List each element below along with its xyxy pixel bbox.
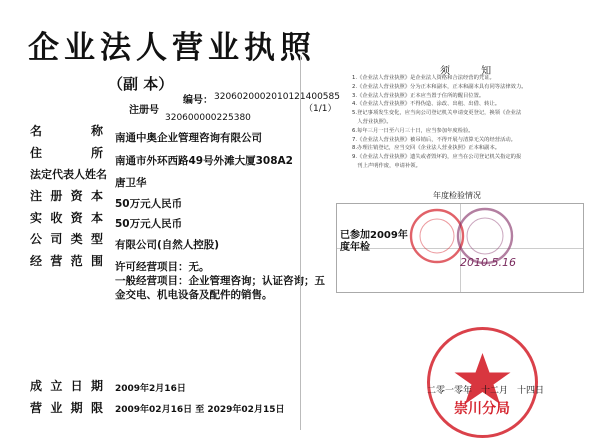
notice-line: 1.《企业法人营业执照》是企业法人资格和合法经营的凭证。 (352, 75, 495, 81)
notice-line: 7.《企业法人营业执照》被吊销后，不得开展与清算无关的经营活动。 (352, 136, 516, 143)
code-label: 编号： (183, 95, 213, 106)
notice-title: 须 知 (440, 66, 506, 77)
document-subtitle: （副 本） (108, 75, 174, 93)
scope-line: 金交电、机电设备及配件的销售。 (115, 289, 273, 301)
notice-line: 3.《企业法人营业执照》正本应当置于住所的醒目位置。 (352, 92, 485, 99)
value-paid-capital: 50万元人民币 (115, 218, 183, 230)
label-establish-date: 成立日期 (30, 379, 104, 393)
value-name: 南通中奥企业管理咨询有限公司 (115, 132, 262, 144)
code-value: 3206020002010121400585 (214, 92, 340, 102)
issue-date: 二零一零年 十二月 十四日 (427, 386, 545, 396)
notice-line: 5.登记事项发生变化，应当向公司登记机关申请变更登记，换领《企业法 (352, 110, 522, 117)
value-company-type: 有限公司(自然人控股) (115, 239, 220, 251)
value-term: 2009年02月16日 至 2029年02月15日 (115, 405, 285, 415)
document-title: 企业法人营业执照 (28, 30, 316, 66)
registration-label: 注册号 (129, 105, 159, 116)
value-legal-rep: 唐卫华 (115, 177, 147, 189)
notice-line: 人营业执照》。 (352, 118, 392, 125)
value-address: 南通市外环西路49号外滩大厦308A2 (115, 155, 293, 167)
notice-line: 9.《企业法人营业执照》遗失或者毁坏的，应当在公司登记机关指定的报 (352, 154, 522, 161)
label-term: 营业期限 (30, 401, 104, 415)
label-company-type: 公司类型 (30, 232, 104, 246)
handwritten-date: 2010.5.16 (460, 256, 516, 269)
value-establish-date: 2009年2月16日 (115, 384, 186, 394)
label-registered-capital: 注册资本 (30, 189, 104, 203)
label-paid-capital: 实收资本 (30, 211, 104, 225)
registration-number: 320600000225380 (165, 113, 251, 123)
scope-line: 许可经营项目：无。 (115, 261, 210, 273)
star-icon (455, 353, 511, 404)
notice-line: 8.办理注销登记，应当交回《企业法人营业执照》正本和副本。 (352, 145, 501, 152)
notice-line: 刊上声明作废，申请补领。 (352, 162, 421, 169)
code-suffix: （1/1） (304, 104, 337, 114)
label-name: 名 称 (30, 124, 104, 138)
notice-list (352, 74, 592, 171)
scope-line: 一般经营项目：企业管理咨询；认证咨询；五 (115, 275, 325, 287)
label-legal-rep: 法定代表人姓名 (30, 168, 107, 181)
notice-line: 6.每年三月一日至六月三十日，应当参加年度检验。 (352, 127, 474, 134)
notice-line: 2.《企业法人营业执照》分为正本和副本，正本和副本具有同等法律效力。 (352, 83, 527, 90)
label-address: 住 所 (30, 146, 104, 160)
business-scope (115, 260, 340, 302)
inspection-note: 已参加2009年度年检 (340, 230, 408, 253)
center-divider (300, 55, 301, 430)
inspection-title: 年度检验情况 (433, 191, 481, 200)
seal-text: 崇川分局 (454, 401, 510, 417)
label-business-scope: 经营范围 (30, 254, 104, 268)
notice-line: 4.《企业法人营业执照》不得伪造、涂改、出租、出借、转让。 (352, 101, 501, 108)
value-registered-capital: 50万元人民币 (115, 198, 183, 210)
